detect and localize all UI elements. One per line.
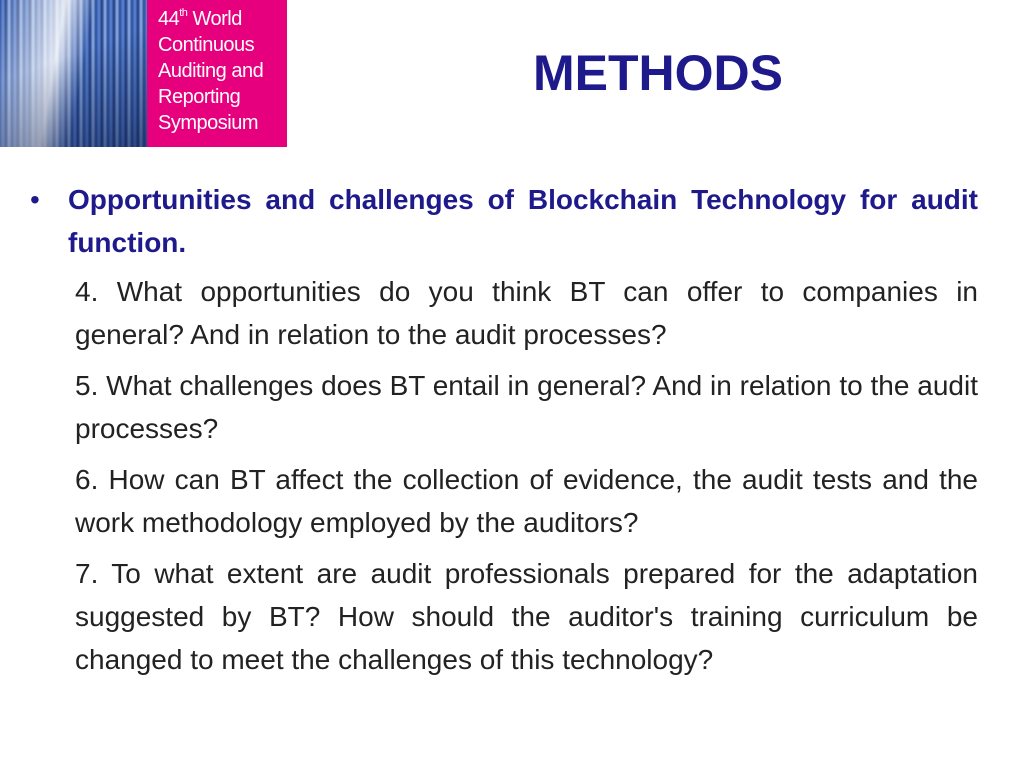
bullet-text: Opportunities and challenges of Blockchain Technology for audit function. — [68, 184, 978, 258]
question-7: 7. To what extent are audit professionals prepared for the adaptation suggested by BT? How should the auditor's training curriculum be changed to meet the challenges of this technology? — [75, 558, 978, 675]
question-6: 6. How can BT affect the collection of evidence, the audit tests and the work methodology employed by the auditors? — [75, 464, 978, 538]
symposium-logo — [147, 0, 287, 147]
slide-content — [30, 178, 978, 689]
logo-line-3: Auditing and — [158, 60, 264, 82]
banner-photo — [0, 0, 147, 147]
logo-ordinal-suffix: th — [179, 7, 188, 19]
logo-line-1-text: World — [187, 8, 242, 30]
logo-ordinal-number: 44 — [158, 8, 180, 30]
logo-line-5: Symposium — [158, 112, 258, 134]
question-list — [30, 270, 978, 681]
bullet-item — [30, 178, 978, 264]
question-4: 4. What opportunities do you think BT can offer to companies in general? And in relation to the audit processes? — [75, 276, 978, 350]
logo-line-4: Reporting — [158, 86, 241, 108]
bullet-icon: • — [30, 184, 40, 215]
logo-line-1 — [158, 6, 287, 32]
question-5: 5. What challenges does BT entail in general? And in relation to the audit processes? — [75, 370, 978, 444]
logo-line-2: Continuous — [158, 34, 255, 56]
slide-title: METHODS — [533, 45, 783, 101]
